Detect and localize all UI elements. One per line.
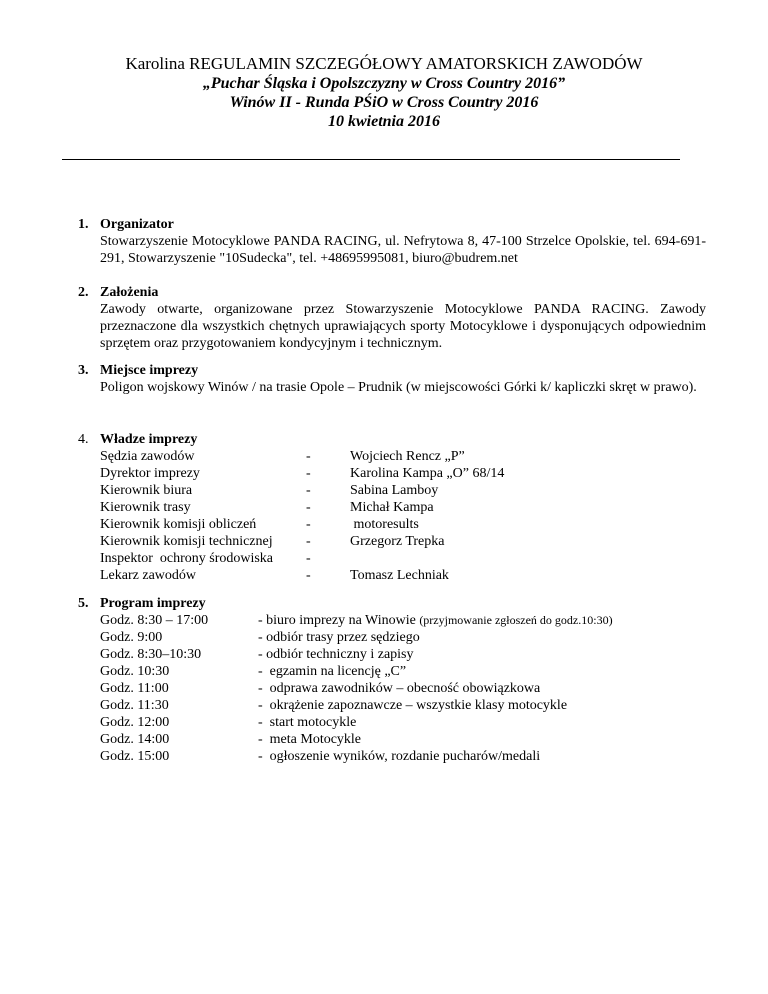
header-divider: [62, 159, 680, 160]
program-desc: - biuro imprezy na Winowie: [258, 613, 420, 628]
program-row: [100, 646, 706, 663]
official-dash: -: [306, 449, 311, 464]
section-title: Organizator: [100, 217, 174, 232]
program-desc: - odbiór techniczny i zapisy: [258, 647, 414, 662]
official-row: [100, 482, 706, 499]
program-time: Godz. 11:00: [100, 681, 169, 696]
header-line-1: Karolina REGULAMIN SZCZEGÓŁOWY AMATORSKICH ZAWODÓW: [125, 54, 643, 73]
section-text: Stowarzyszenie Motocyklowe PANDA RACING, ul. Nefrytowa 8, 47-100 Strzelce Opolskie, tel. 694-691-291, Stowarzyszenie "10Sudecka", tel. +48695995081, biuro@budrem.net: [100, 234, 706, 266]
section-number: 1.: [78, 217, 89, 232]
official-role: Kierownik komisji obliczeń: [100, 517, 257, 532]
document-header: [0, 54, 768, 131]
section-assumptions: [78, 284, 706, 352]
program-time: Godz. 14:00: [100, 732, 170, 747]
program-desc: - odbiór trasy przez sędziego: [258, 630, 420, 645]
program-time: Godz. 8:30–10:30: [100, 647, 202, 662]
official-dash: -: [306, 466, 311, 481]
official-dash: -: [306, 568, 311, 583]
section-number: 4.: [78, 432, 89, 447]
section-program: [78, 595, 706, 765]
official-dash: -: [306, 517, 311, 532]
official-role: Kierownik biura: [100, 483, 193, 498]
section-number: 3.: [78, 363, 89, 378]
program-desc: - okrążenie zapoznawcze – wszystkie klasy motocykle: [258, 698, 568, 713]
section-number: 5.: [78, 596, 89, 611]
official-role: Dyrektor imprezy: [100, 466, 200, 481]
program-row: [100, 697, 706, 714]
program-row: [100, 748, 706, 765]
official-name: Michał Kampa: [350, 500, 434, 515]
official-name: Sabina Lamboy: [350, 483, 439, 498]
official-dash: -: [306, 534, 311, 549]
program-row: [100, 629, 706, 646]
program-time: Godz. 15:00: [100, 749, 170, 764]
program-row: [100, 663, 706, 680]
program-desc: - odprawa zawodników – obecność obowiązkowa: [258, 681, 541, 696]
official-name: Karolina Kampa „O” 68/14: [350, 466, 505, 481]
section-title: Miejsce imprezy: [100, 363, 199, 378]
section-title: Władze imprezy: [100, 432, 198, 447]
program-row: [100, 612, 706, 629]
header-line-2: „Puchar Śląska i Opolszczyzny w Cross Country 2016”: [202, 75, 566, 92]
program-desc: - start motocykle: [258, 715, 357, 730]
program-time: Godz. 11:30: [100, 698, 169, 713]
program-time: Godz. 10:30: [100, 664, 170, 679]
official-role: Kierownik trasy: [100, 500, 191, 515]
section-text: Zawody otwarte, organizowane przez Stowarzyszenie Motocyklowe PANDA RACING. Zawody przeznaczone dla wszystkich chętnych uprawiających sporty Motocyklowe i dysponujących odpowiednim sprzętem oraz przygotowaniem kondycyjnym i technicznym.: [100, 302, 706, 351]
section-text: Poligon wojskowy Winów / na trasie Opole – Prudnik (w miejscowości Górki k/ kapliczki skręt w prawo).: [100, 380, 697, 395]
official-row: [100, 550, 706, 567]
header-line-4: 10 kwietnia 2016: [327, 113, 440, 130]
official-role: Lekarz zawodów: [100, 568, 197, 583]
program-row: [100, 714, 706, 731]
header-line-3: Winów II - Runda PŚiO w Cross Country 2016: [229, 94, 539, 111]
official-dash: -: [306, 551, 311, 566]
official-name: Grzegorz Trepka: [350, 534, 445, 549]
official-row: [100, 533, 706, 550]
official-name: motoresults: [350, 517, 419, 532]
official-role: Inspektor ochrony środowiska: [100, 551, 274, 566]
official-row: [100, 465, 706, 482]
section-organizer: [78, 216, 706, 267]
official-row: [100, 567, 706, 584]
official-row: [100, 448, 706, 465]
section-title: Założenia: [100, 285, 159, 300]
official-row: [100, 516, 706, 533]
program-desc: - egzamin na licencję „C”: [258, 664, 407, 679]
program-row: [100, 731, 706, 748]
section-number: 2.: [78, 285, 89, 300]
official-name: Wojciech Rencz „P”: [350, 449, 465, 464]
program-time: Godz. 12:00: [100, 715, 170, 730]
official-role: Sędzia zawodów: [100, 449, 195, 464]
program-time: Godz. 9:00: [100, 630, 163, 645]
program-desc: - ogłoszenie wyników, rozdanie pucharów/medali: [258, 749, 541, 764]
official-role: Kierownik komisji technicznej: [100, 534, 273, 549]
section-title: Program imprezy: [100, 596, 206, 611]
official-dash: -: [306, 483, 311, 498]
program-desc: - meta Motocykle: [258, 732, 362, 747]
section-officials: [78, 431, 706, 584]
official-row: [100, 499, 706, 516]
program-note: (przyjmowanie zgłoszeń do godz.10:30): [419, 613, 613, 627]
program-row: [100, 680, 706, 697]
official-name: Tomasz Lechniak: [350, 568, 449, 583]
section-venue: [78, 362, 706, 396]
official-dash: -: [306, 500, 311, 515]
program-time: Godz. 8:30 – 17:00: [100, 613, 209, 628]
